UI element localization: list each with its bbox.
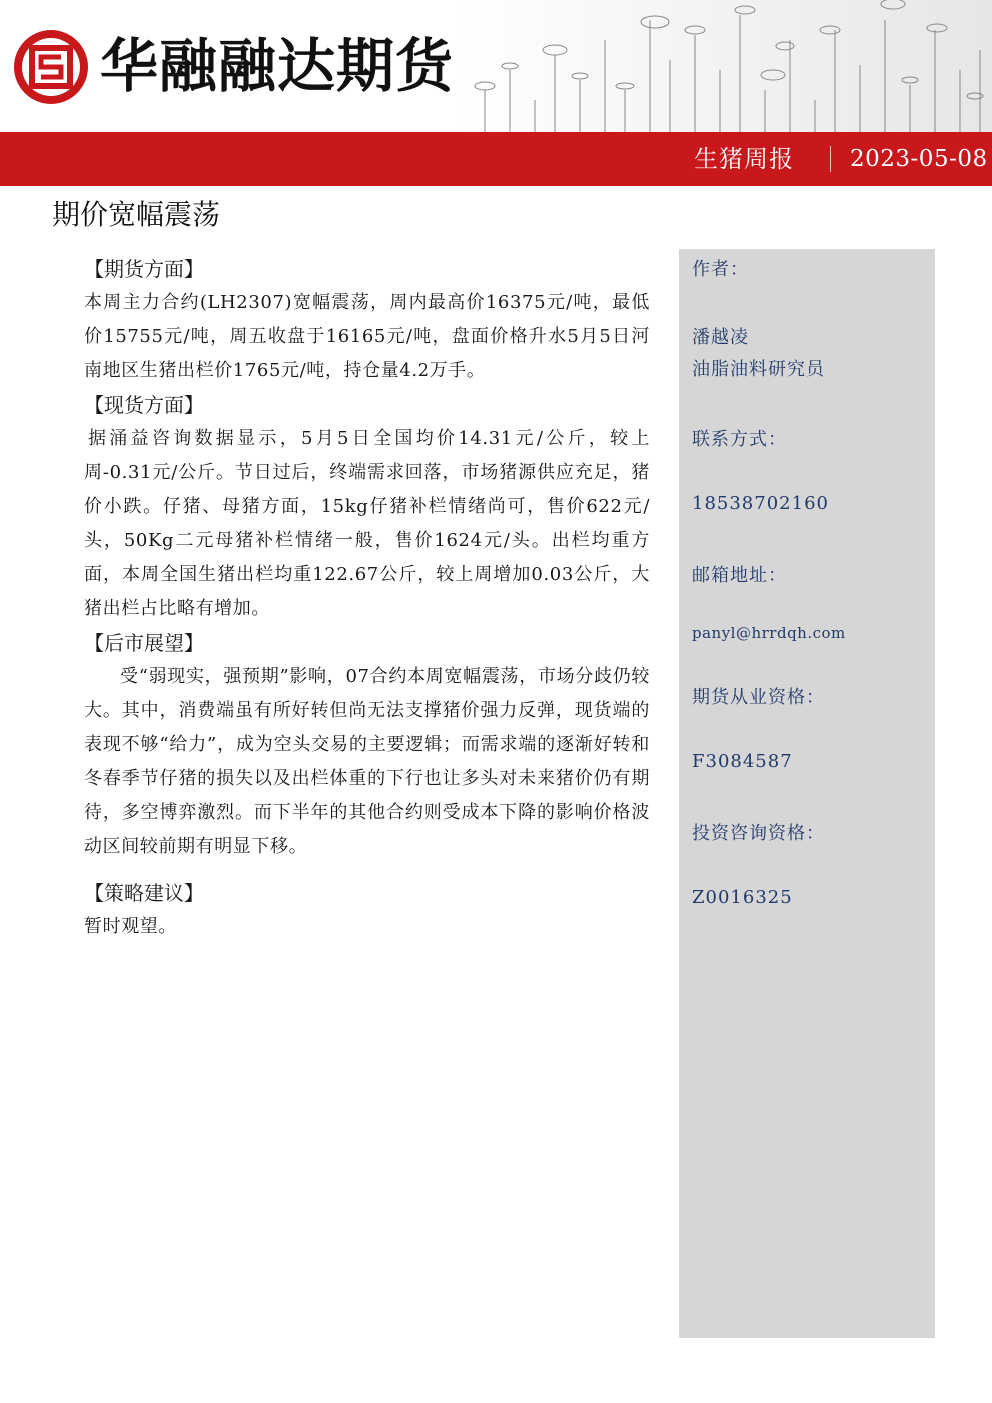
phone-number: 18538702160 bbox=[692, 493, 829, 514]
section-heading-outlook: 【后市展望】 bbox=[84, 631, 204, 655]
section-heading-strategy: 【策略建议】 bbox=[84, 881, 204, 905]
report-type: 生猪周报 bbox=[694, 145, 794, 173]
author-name: 潘越凌 bbox=[692, 327, 749, 348]
page-header bbox=[0, 0, 992, 132]
email-address[interactable]: panyl@hrrdqh.com bbox=[692, 624, 846, 642]
company-logo-icon bbox=[12, 28, 90, 106]
author-sidebar bbox=[679, 249, 935, 1338]
section-body-spot: 据涌益咨询数据显示，5月5日全国均价14.31元/公斤，较上周-0.31元/公斤。节日过后，终端需求回落，市场猪源供应充足，猪价小跌。仔猪、母猪方面，15kg仔猪补栏情绪尚可，售价622元/头，50Kg二元母猪补栏情绪一般，售价1624元/头。出栏均重方面，本周全国生猪出栏均重122.67公斤，较上周增加0.03公斤，大猪出栏占比略有增加。 bbox=[84, 428, 650, 619]
futures-license-number: F3084587 bbox=[692, 751, 793, 772]
section-body-outlook: 受“弱现实，强预期”影响，07合约本周宽幅震荡，市场分歧仍较大。其中，消费端虽有所好转但尚无法支撑猪价强力反弹，现货端的表现不够“给力”，成为空头交易的主要逻辑；而需求端的逐渐好转和冬春季节仔猪的损失以及出栏体重的下行也让多头对未来猪价仍有期待，多空博弈激烈。而下半年的其他合约则受成本下降的影响价格波动区间较前期有明显下移。 bbox=[84, 666, 650, 857]
report-body bbox=[84, 252, 650, 944]
section-body-futures: 本周主力合约(LH2307)宽幅震荡，周内最高价16375元/吨，最低价15755元/吨，周五收盘于16165元/吨，盘面价格升水5月5日河南地区生猪出栏价1765元/吨，持仓量4.2万手。 bbox=[84, 292, 650, 381]
banner-divider bbox=[830, 146, 831, 172]
author-title: 油脂油料研究员 bbox=[692, 359, 825, 380]
page-title: 期价宽幅震荡 bbox=[52, 198, 221, 231]
contact-label: 联系方式： bbox=[692, 429, 787, 450]
report-banner bbox=[0, 132, 992, 186]
advisory-license-number: Z0016325 bbox=[692, 887, 793, 908]
email-label: 邮箱地址： bbox=[692, 565, 787, 586]
section-body-strategy: 暂时观望。 bbox=[84, 916, 177, 937]
company-name: 华融融达期货 bbox=[100, 32, 455, 100]
header-decoration bbox=[455, 0, 992, 132]
report-date: 2023-05-08 bbox=[850, 146, 988, 172]
advisory-license-label: 投资咨询资格： bbox=[692, 823, 825, 844]
section-heading-futures: 【期货方面】 bbox=[84, 257, 204, 281]
section-heading-spot: 【现货方面】 bbox=[84, 393, 204, 417]
author-label: 作者： bbox=[692, 259, 749, 280]
futures-license-label: 期货从业资格： bbox=[692, 687, 825, 708]
